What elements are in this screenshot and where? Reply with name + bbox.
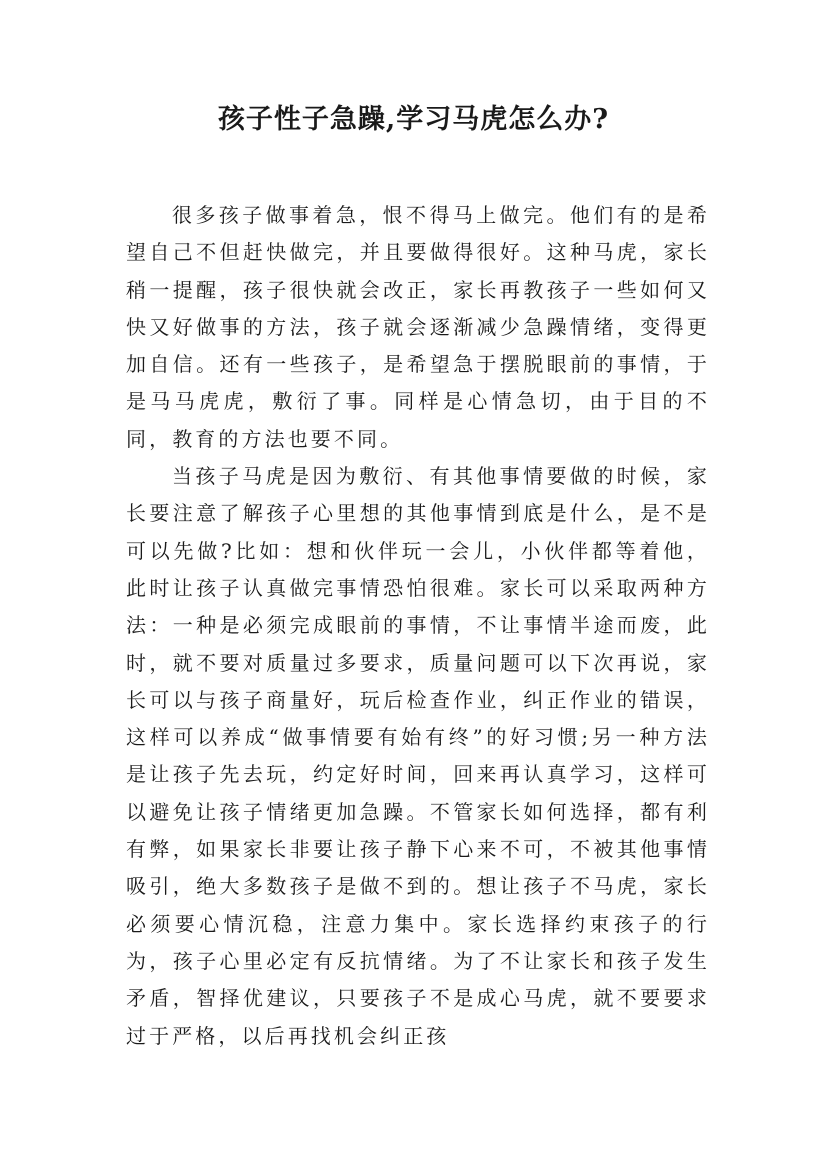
document-title: 孩子性子急躁,学习马虎怎么办?	[217, 104, 610, 135]
paragraph-1: 很多孩子做事着急，恨不得马上做完。他们有的是希望自己不但赶快做完，并且要做得很好。这种马虎，家长稍一提醒，孩子很快就会改正，家长再教孩子一些如何又快又好做事的方法，孩子就会逐渐减少急躁情绪，变得更加自信。还有一些孩子，是希望急于摆脱眼前的事情，于是马马虎虎，敷衍了事。同样是心情急切，由于目的不同，教育的方法也要不同。	[126, 203, 710, 451]
document-body	[126, 197, 710, 1055]
paragraph-2: 当孩子马虎是因为敷衍、有其他事情要做的时候，家长要注意了解孩子心里想的其他事情到底是什么，是不是可以先做?比如：想和伙伴玩一会儿，小伙伴都等着他，此时让孩子认真做完事情恐怕很难。家长可以采取两种方法：一种是必须完成眼前的事情，不让事情半途而废，此时，就不要对质量过多要求，质量问题可以下次再说，家长可以与孩子商量好，玩后检查作业，纠正作业的错误，这样可以养成“做事情要有始有终”的好习惯;另一种方法是让孩子先去玩，约定好时间，回来再认真学习，这样可以避免让孩子情绪更加急躁。不管家长如何选择，都有利有弊，如果家长非要让孩子静下心来不可，不被其他事情吸引，绝大多数孩子是做不到的。想让孩子不马虎，家长必须要心情沉稳，注意力集中。家长选择约束孩子的行为，孩子心里必定有反抗情绪。为了不让家长和孩子发生矛盾，智择优建议，只要孩子不是成心马虎，就不要要求过于严格，以后再找机会纠正孩	[126, 464, 710, 1048]
